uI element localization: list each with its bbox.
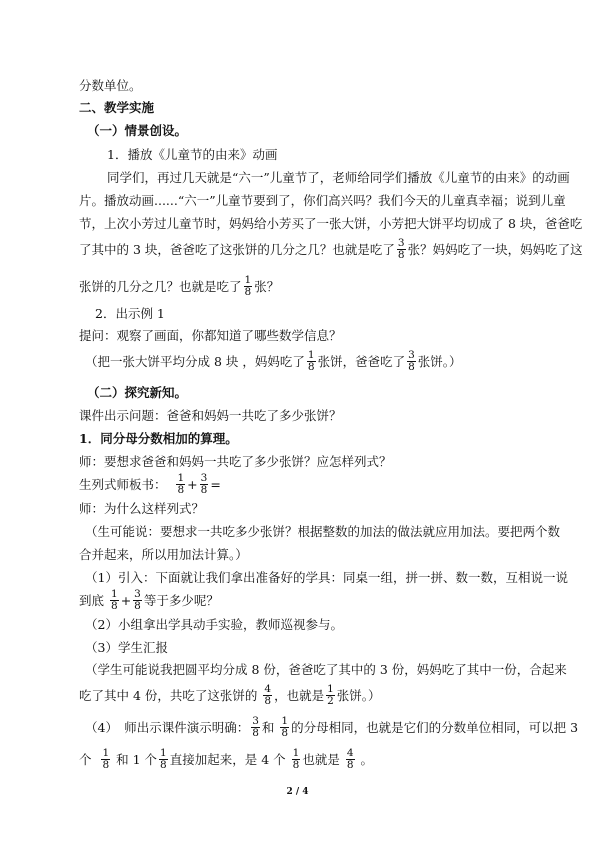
paragraph-line: 合并起来，所以用加法计算。） — [79, 547, 248, 562]
fraction: $\frac{1}{8}$ — [102, 747, 110, 771]
text-line: 师：为什么这样列式？ — [79, 501, 205, 516]
fraction: $\frac{4}{8}$ — [346, 747, 354, 771]
subsection-heading: （二）探究新知。 — [87, 385, 188, 400]
text-line: 1．播放《儿童节的由来》动画 — [107, 147, 278, 162]
fraction: $\frac{3}{8}$ — [397, 237, 405, 261]
paragraph-line: 个 $\frac{1}{8}$ 和 1 个 $\frac{1}{8}$ 直接加起来，是 4 个 $\frac{1}{8}$ 也就是 $\frac{4}{8}$ 。 — [79, 747, 373, 771]
subheading: 1．同分母分数相加的算理。 — [79, 431, 238, 446]
fraction: $\frac{1}{8}$ — [292, 747, 300, 771]
fraction: $\frac{1}{8}$ — [111, 588, 118, 612]
fraction: $\frac{3}{8}$ — [252, 715, 259, 739]
fraction: $\frac{1}{8}$ — [177, 472, 185, 496]
fraction: $\frac{1}{8}$ — [244, 274, 252, 298]
text-line: 生列式师板书： $\frac{1}{8}$ + $\frac{3}{8}$ = — [79, 472, 221, 496]
paragraph-line: 同学们，再过几天就是“六一”儿童节了，老师给同学们播放《儿童节的由来》的动画 — [107, 170, 570, 185]
paragraph-line: 吃了其中 4 份，共吃了这张饼的 $\frac{4}{8}$ ，也就是 $\frac{1}{2}$ 张饼。） — [79, 683, 381, 707]
paragraph-line: （学生可能说我把圆平均分成 8 份，爸爸吃了其中的 3 份，妈妈吃了其中一份，合起来 — [85, 662, 567, 677]
fraction: $\frac{4}{8}$ — [264, 683, 272, 707]
text-line: （3）学生汇报 — [85, 640, 168, 655]
text-line: （把一张大饼平均分成 8 块 ，妈妈吃了 $\frac{1}{8}$ 张饼，爸爸吃了 $\frac{3}{8}$ 张饼。） — [85, 349, 462, 373]
fraction: $\frac{3}{8}$ — [200, 472, 208, 496]
text-line: 2．出示例 1 — [95, 306, 165, 321]
page-number: 2 / 4 — [286, 787, 309, 797]
fraction: $\frac{1}{8}$ — [307, 349, 315, 373]
fraction: $\frac{1}{8}$ — [281, 715, 289, 739]
fraction: $\frac{1}{8}$ — [160, 747, 167, 771]
subsection-heading: （一）情景创设。 — [87, 123, 188, 138]
paragraph-line: 到底 $\frac{1}{8}$ + $\frac{3}{8}$ 等于多少呢？ — [79, 588, 219, 612]
text-line: 课件出示问题：爸爸和妈妈一共吃了多少张饼？ — [79, 408, 342, 423]
paragraph-line: （1）引入：下面就让我们拿出准备好的学具：同桌一组，拼一拼、数一数，互相说一说 — [85, 570, 568, 585]
paragraph-line: 了其中的 3 块，爸爸吃了这张饼的几分之几？也就是吃了 $\frac{3}{8}$ 张？妈妈吃了一块，妈妈吃了这 — [79, 237, 583, 261]
fraction: $\frac{3}{8}$ — [134, 588, 141, 612]
text-line: 师：要想求爸爸和妈妈一共吃了多少张饼？应怎样列式？ — [79, 454, 392, 469]
text-line: （2）小组拿出学具动手实验，教师巡视参与。 — [85, 617, 343, 632]
paragraph-line: 节，上次小芳过儿童节时，妈妈给小芳买了一张大饼，小芳把大饼平均切成了 8 块，爸爸吃 — [79, 216, 583, 231]
fraction: $\frac{3}{8}$ — [408, 349, 415, 373]
text-line: 分数单位。 — [79, 78, 142, 93]
text-line: 提问：观察了画面，你都知道了哪些数学信息？ — [79, 328, 342, 343]
paragraph-line: （4） 师出示课件演示明确： $\frac{3}{8}$ 和 $\frac{1}{8}$ 的分母相同，也就是它们的分数单位相同，可以把 3 — [85, 715, 579, 739]
paragraph-line: 片。播放动画......“六一”儿童节要到了，你们高兴吗？我们今天的儿童真幸福；说到儿童 — [79, 193, 566, 208]
paragraph-line: 张饼的几分之几？也就是吃了 $\frac{1}{8}$ 张？ — [79, 274, 280, 298]
paragraph-line: （生可能说：要想求一共吃多少张饼？根据整数的加法的做法就应用加法。要把两个数 — [85, 524, 561, 539]
section-heading: 二、教学实施 — [79, 100, 155, 115]
fraction: $\frac{1}{2}$ — [327, 683, 334, 707]
